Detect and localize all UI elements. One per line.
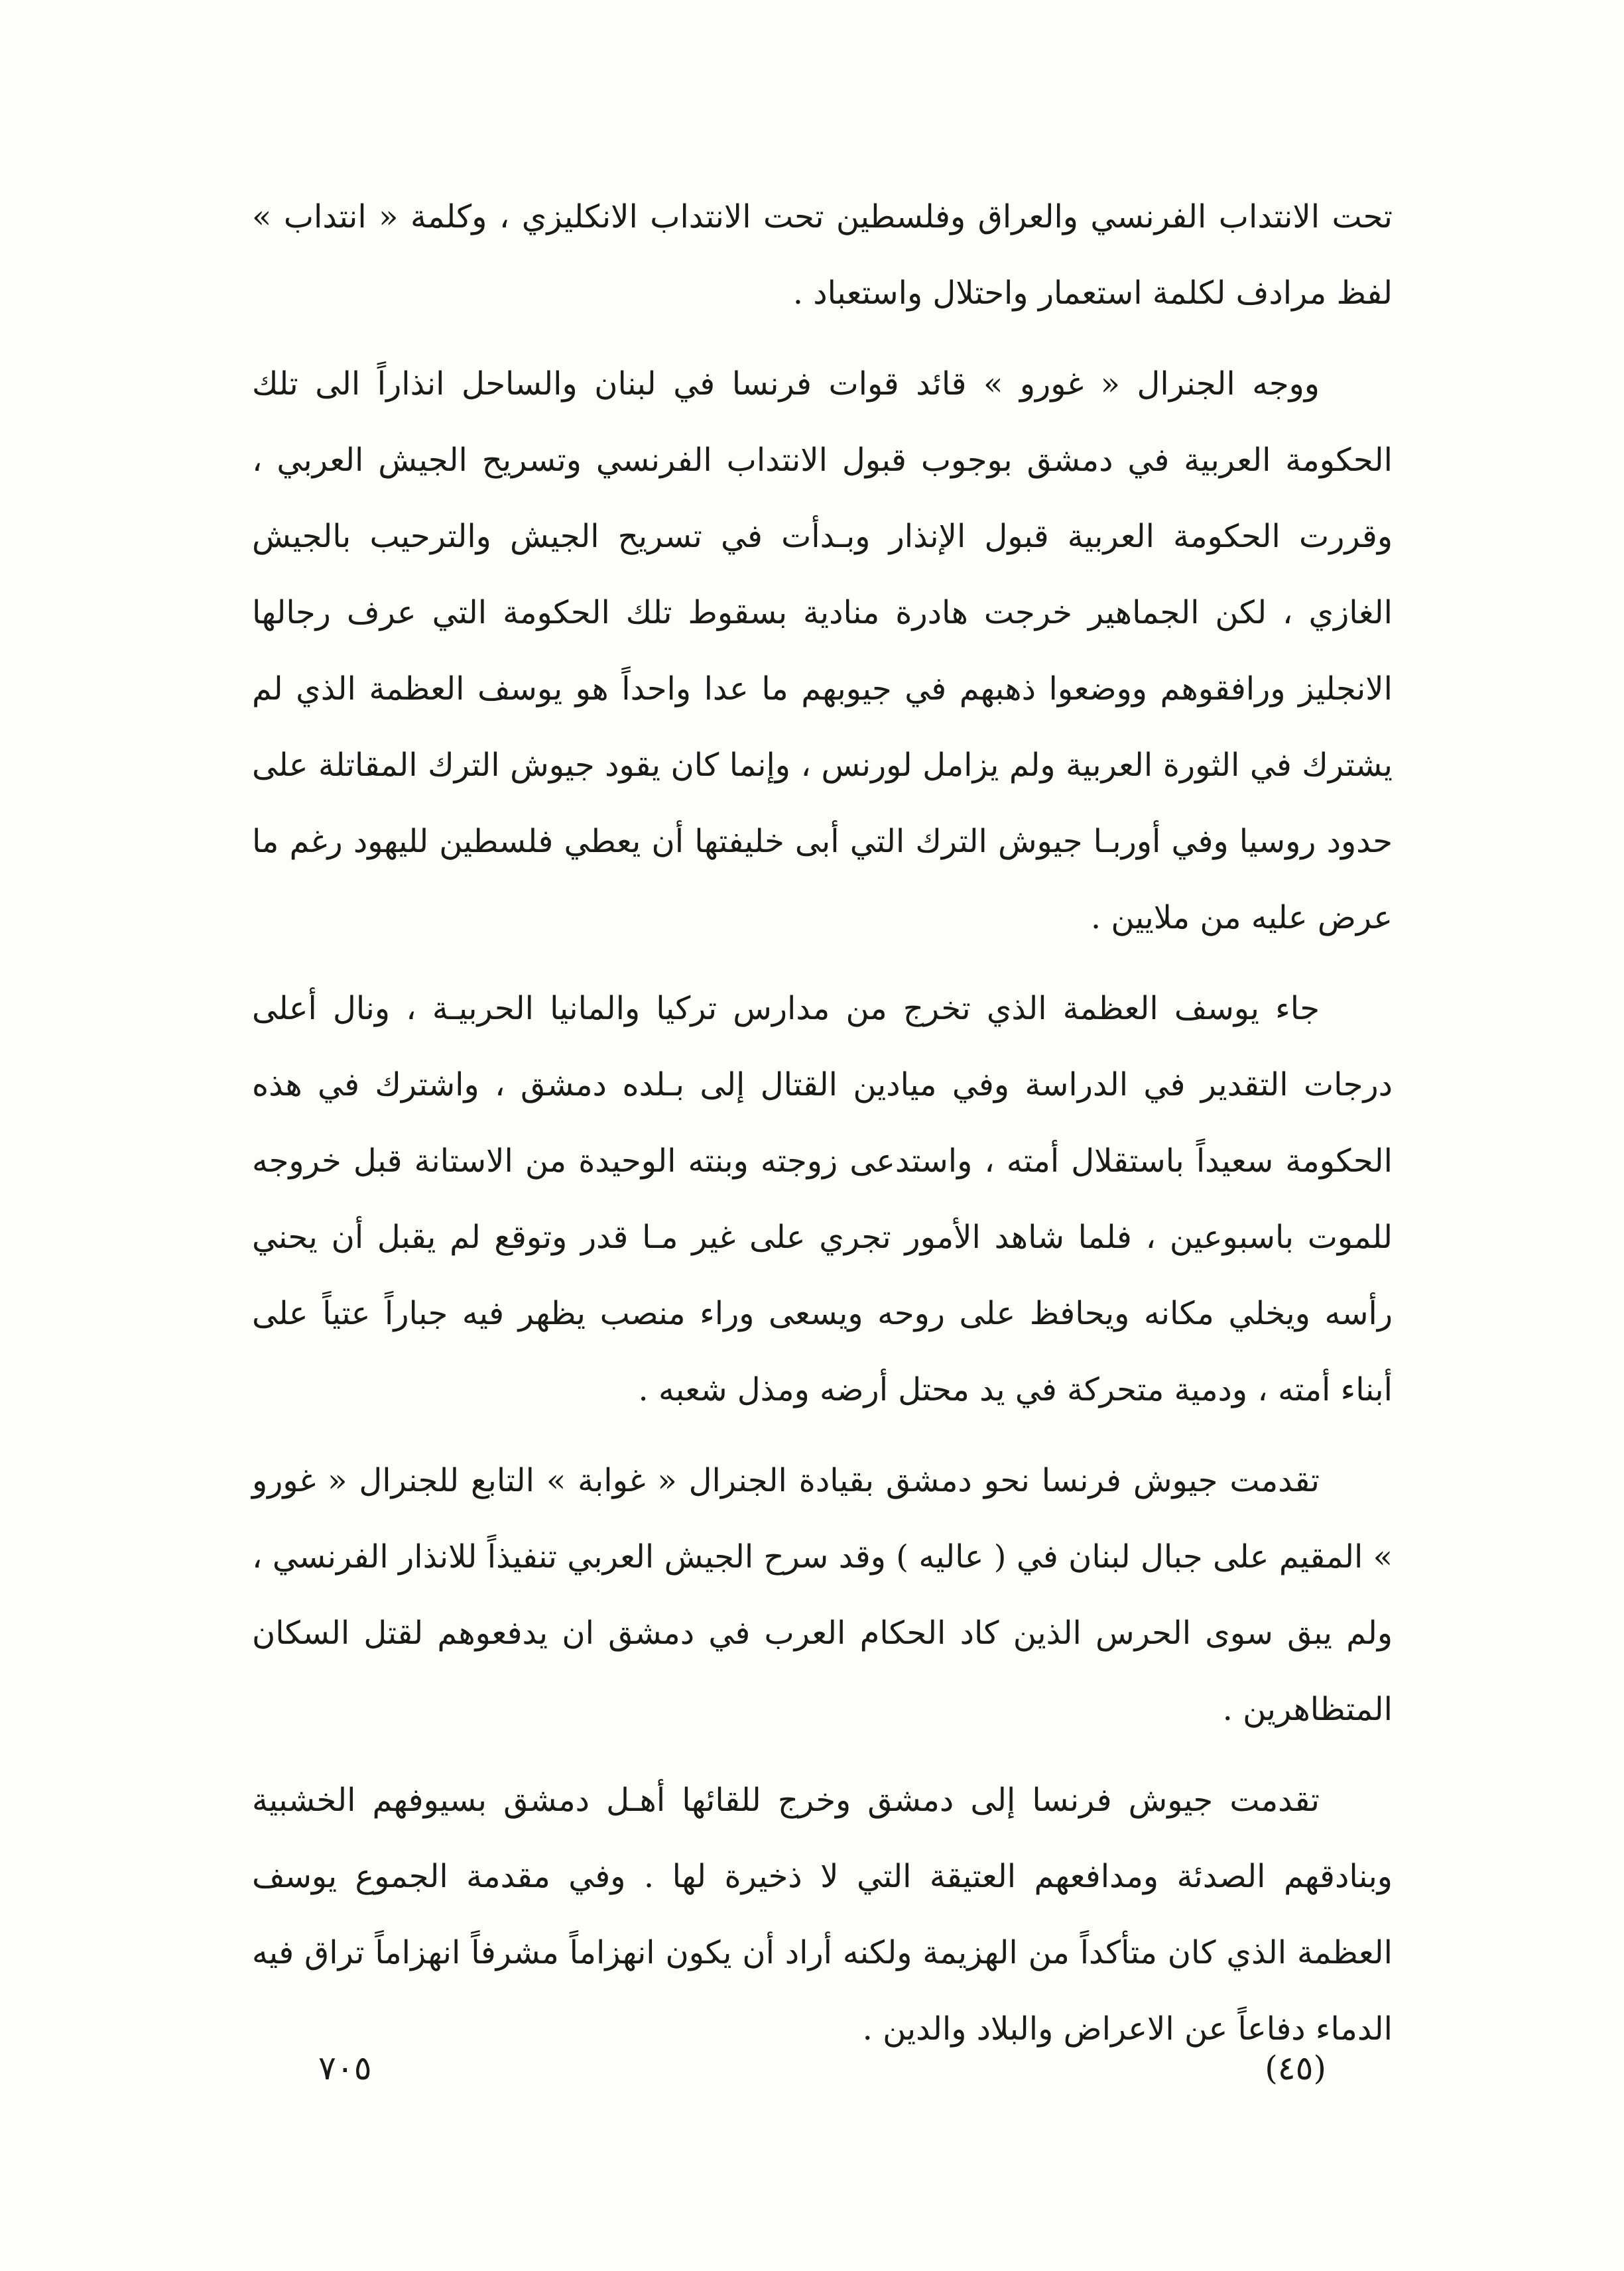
page-number: ٧٠٥	[318, 2049, 372, 2087]
body-text	[252, 179, 1393, 2082]
paragraph-5: تقدمت جيوش فرنسا إلى دمشق وخرج للقائها أهـل دمشق بسيوفهم الخشبية وبنادقهم الصدئة ومدافعهم العتيقة التي لا ذخيرة لها . وفي مقدمة الجموع يوسف العظمة الذي كان متأكداً من الهزيمة ولكنه أراد أن يكون انهزاماً مشرفاً انهزاماً تراق فيه الدماء دفاعاً عن الاعراض والبلاد والدين .	[252, 1782, 1393, 2048]
paragraph-4: تقدمت جيوش فرنسا نحو دمشق بقيادة الجنرال « غوابة » التابع للجنرال « غورو » المقيم على جبال لبنان في ( عاليه ) وقد سرح الجيش العربي تنفيذاً للانذار الفرنسي ، ولم يبق سوى الحرس الذين كاد الحكام العرب في دمشق ان يدفعوهم لقتل السكان المتظاهرين .	[252, 1462, 1393, 1728]
signature-number: (٤٥)	[1265, 2049, 1326, 2087]
paragraph-1: تحت الانتداب الفرنسي والعراق وفلسطين تحت الانتداب الانكليزي ، وكلمة « انتداب » لفظ مرادف لكلمة استعمار واحتلال واستعباد .	[252, 198, 1393, 312]
paragraph-3: جاء يوسف العظمة الذي تخرج من مدارس تركيا والمانيا الحربيـة ، ونال أعلى درجات التقدير في الدراسة وفي ميادين القتال إلى بـلده دمشق ، واشترك في هذه الحكومة سعيداً باستقلال أمته ، واستدعى زوجته وبنته الوحيدة من الاستانة قبل خروجه للموت باسبوعين ، فلما شاهد الأمور تجري على غير مـا قدر وتوقع لم يقبل أن يحني رأسه ويخلي مكانه ويحافظ على روحه ويسعى وراء منصب يظهر فيه جباراً عتياً على أبناء أمته ، ودمية متحركة في يد محتل أرضه ومذل شعبه .	[252, 990, 1393, 1408]
paragraph-2: ووجه الجنرال « غورو » قائد قوات فرنسا في لبنان والساحل انذاراً الى تلك الحكومة العربية في دمشق بوجوب قبول الانتداب الفرنسي وتسريح الجيش العربي ، وقررت الحكومة العربية قبول الإنذار وبـدأت في تسريح الجيش والترحيب بالجيش الغازي ، لكن الجماهير خرجت هادرة منادية بسقوط تلك الحكومة التي عرف رجالها الانجليز ورافقوهم ووضعوا ذهبهم في جيوبهم ما عدا واحداً هو يوسف العظمة الذي لم يشترك في الثورة العربية ولم يزامل لورنس ، وإنما كان يقود جيوش الترك المقاتلة على حدود روسيا وفي أوربـا جيوش الترك التي أبى خليفتها أن يعطي فلسطين لليهود رغم ما عرض عليه من ملايين .	[252, 365, 1393, 936]
page-footer	[252, 2049, 1393, 2102]
